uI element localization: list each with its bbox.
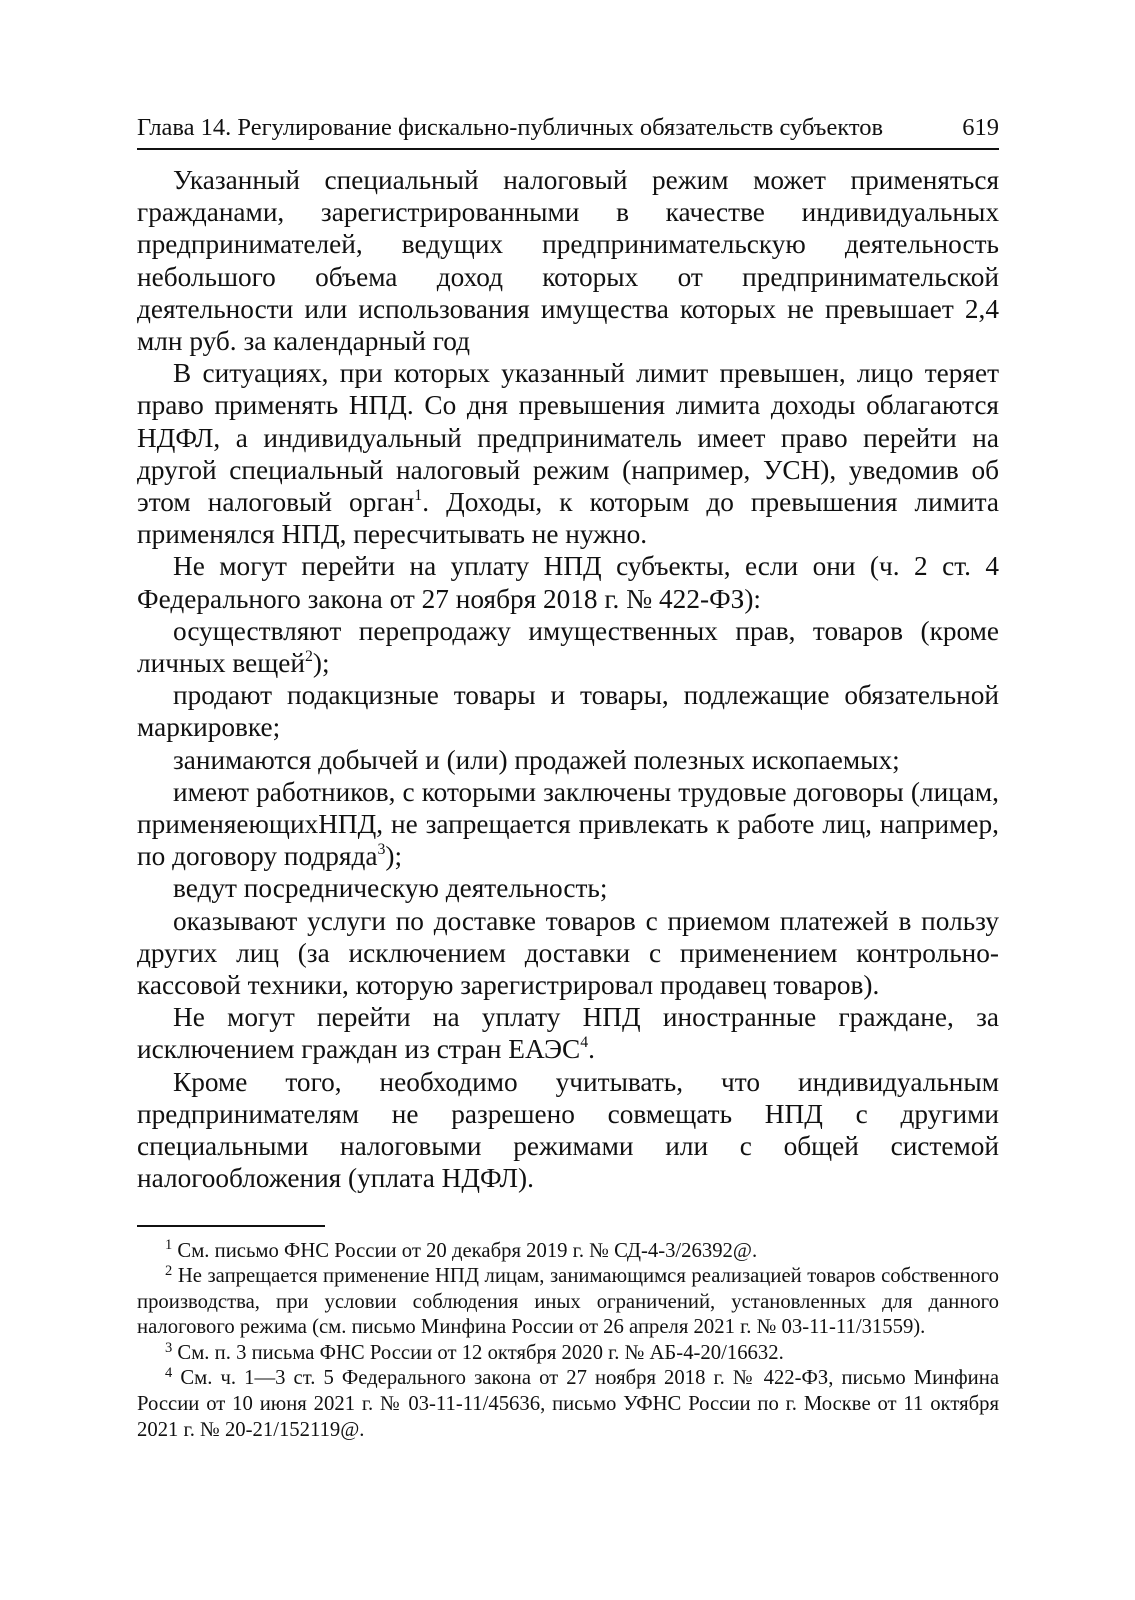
paragraph: Кроме того, необходимо учитывать, что индивидуальным предпринимателям не разрешено совмещать НПД с другими специальными налоговыми режимами или с общей системой налогообложения (уплата НДФЛ). (137, 1066, 999, 1194)
footnote-ref: 2 (304, 647, 313, 665)
running-header (137, 112, 999, 150)
page-number: 619 (962, 114, 999, 141)
page (137, 112, 999, 1443)
footnote-ref: 4 (580, 1034, 589, 1052)
footnote-mark: 3 (165, 1339, 173, 1356)
paragraph: Не могут перейти на уплату НПД субъекты, если они (ч. 2 ст. 4 Федерального закона от 27 ноября 2018 г. № 422-ФЗ): (137, 551, 999, 614)
paragraph: В ситуациях, при которых указанный лимит превышен, лицо теряет право применять НПД. Со дня превышения лимита доходы облагаются НДФЛ, а индивидуальный предприниматель имеет право перейти на другой специальный налоговый режим (например, УСН), уведомив об этом налоговый орган$^1$. Доходы, к которым до превышения лимита применялся НПД, пересчитывать не нужно. (137, 358, 999, 550)
footnote: $^4$ См. ч. 1—3 ст. 5 Федерального закона от 27 ноября 2018 г. № 422-ФЗ, письмо Минфина России от 10 июня 2021 г. № 03-11-11/45636, письмо УФНС России по г. Москве от 11 октября 2021 г. № 20-21/152119@. (137, 1365, 999, 1441)
list-item: имеют работников, с которыми заключены трудовые договоры (лицам, применяеющихНПД, не запрещается привлекать к работе лиц, например, по договору подряда$^3$); (137, 776, 999, 872)
footnote-mark: 4 (165, 1365, 173, 1382)
footnotes (137, 1239, 999, 1444)
paragraph: Не могут перейти на уплату НПД иностранные граждане, за исключением граждан из стран ЕАЭС$^4$. (137, 1002, 999, 1065)
list-item: оказывают услуги по доставке товаров с приемом платежей в пользу других лиц (за исключением доставки с применением контрольно-кассовой техники, которую зарегистрировал продавец товаров). (137, 905, 999, 1001)
footnote: $^1$ См. письмо ФНС России от 20 декабря 2019 г. № СД-4-3/26392@. (165, 1237, 758, 1262)
list-item: ведут посредническую деятельность; (173, 873, 608, 904)
main-text (137, 164, 999, 1195)
list-item: занимаются добычей и (или) продажей полезных ископаемых; (173, 744, 900, 775)
footnote-mark: 1 (165, 1237, 173, 1254)
footnote-ref: 1 (414, 486, 423, 504)
list-item: продают подакцизные товары и товары, подлежащие обязательной маркировке; (137, 680, 999, 743)
list-item: осуществляют перепродажу имущественных прав, товаров (кроме личных вещей$^2$); (137, 615, 999, 679)
footnote-mark: 2 (165, 1262, 173, 1279)
footnote-ref: 3 (377, 841, 386, 859)
footnote: $^2$ Не запрещается применение НПД лицам, занимающимся реализацией товаров собственного производства, при условии соблюдения иных ограничений, установленных для данного налогового режима (см. письмо Минфина России от 26 апреля 2021 г. № 03-11-11/31559). (137, 1262, 999, 1339)
footnote-divider (137, 1225, 325, 1227)
paragraph: Указанный специальный налоговый режим может применяться гражданами, зарегистрированными в качестве индивидуальных предпринимателей, ведущих предпринимательскую деятельность небольшого объема доход которых от предпринимательской деятельности или использования имущества которых не превышает 2,4 млн руб. за календарный год (137, 165, 999, 357)
chapter-title: Глава 14. Регулирование фискально-публичных обязательств субъектов (137, 114, 884, 141)
footnote: $^3$ См. п. 3 письма ФНС России от 12 октября 2020 г. № АБ-4-20/16632. (165, 1339, 784, 1364)
